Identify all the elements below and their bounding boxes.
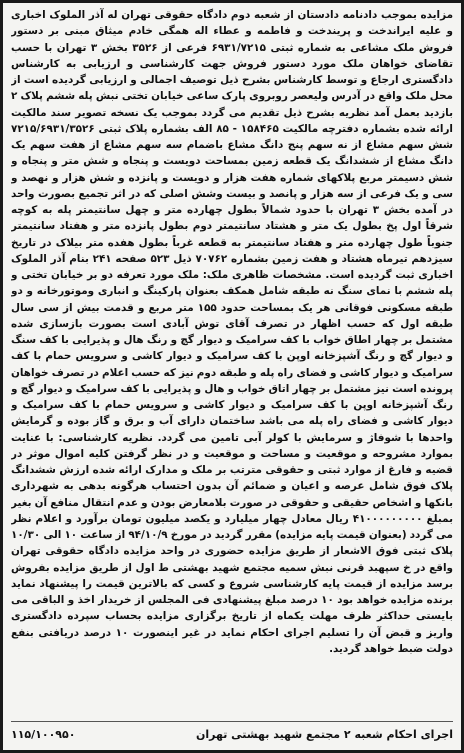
notice-code: ۱۱۵/۱۰۰۹۵۰ — [11, 727, 76, 741]
auction-notice-text — [11, 7, 453, 723]
issuer-signature: اجرای احکام شعبه ۲ مجتمع شهید بهشتی تهران — [195, 727, 453, 741]
notice-paragraph: مزایده بموجب دادنامه دادستان از شعبه دوم دادگاه حقوقی تهران له آذر الملوک اخباری و علیه ایراندخت و پریندخت و فاطمه و عطاء اله همگی خادم میثاق مبنی بر دستور فروش ملک مشاعی به شماره ثبتی ۶۹۳۱/۷۲۱۵ فرعی از ۳۵۲۶ بخش ۳ تهران با حسب تقاضای خواهان ملک مورد دستور فروش جهت کارشناسی و ارزیابی به کارشناس دادگستری ارجاع و توسط کارشناس بشرح ذیل توصیف اجمالی و ارزیابی گردیده است از محل ملک واقع در آدرس ولیعصر روبروی پارک ساعی خیابان تختی نبش پله ششم پلاک ۲ بازدید بعمل آمد نظریه بشرح ذیل تقدیم می گردد بموجب یک نسخه تصویر سند مالکیت ارائه شده بشماره دفترچه مالکیت ۱۵۸۴۶۵ - ۸۵ الف بشماره پلاک ثبتی ۷۲۱۵/۶۹۳۱/۳۵۲۶ شش سهم مشاع از نه سهم پنج دانگ مشاع باضمام سه سهم مشاع از هفت سهم یک دانگ مشاع از ششدانگ یک قطعه زمین بمساحت دویست و پنجاه و شش متر و پنجاه و شش دسیمتر مربع پلاکهای شماره هفت هزار و دویست و پانزده و شش هزار و نهصد و سی و یک فرعی از سه هزار و پانصد و بیست وشش اصلی که در اثر تجمیع بصورت واحد در آمده بخش ۳ تهران با حدود شمالاً بطول چهارده متر و چهل سانتیمتر پله به کوچه شرقاً اول پخ بطول یک متر و هشتاد سانتیمتر دوم بطول پانزده متر و هفتاد سانتیمتر جنوباً طول چهارده متر و هفتاد سانتیمتر به قطعه غرباً بطول هفده متر بیلاک در تاریخ سیزدهم تیرماه هشتاد و هفت زمین بشماره ۷۰۷۶۲ ذیل ۵۲۳ صفحه ۲۴۱ بنام آذر الملوک اخباری ثبت گردیده است. مشخصات ظاهری ملک: ملک مورد تعرفه دو بر خیابان تختی و پله ششم با نمای سنگ نه طبقه شامل همکف بعنوان پارکینگ و انباری وموتورخانه و دو طبقه مسکونی فوقانی هر یک بمساحت حدود ۱۵۵ متر مربع و قدمت بیش از سی سال طبقه اول که حسب اظهار در تصرف آقای توش آبادی است بصورت بازسازی شده مشتمل بر چهار اطاق خواب با کف سرامیک و دیوار گچ و رنگ هال و پذیرایی با کف سنگ و دیوار گچ و رنگ آشپزخانه اوپن با کف سرامیک و دیوار کاشی و سرویس حمام با کف سرامیک و دیوار کاشی و فضای راه پله و طبقه دوم نیز که حسب اعلام در تصرف خواهان پرونده است نیز مشتمل بر چهار اتاق خواب و هال و پذیرایی با کف سرامیک و دیوار گچ و رنگ آشپزخانه اوپن با کف سرامیک و دیوار کاشی و سرویس حمام با کف سرامیک و دیوار کاشی و فضای راه پله می باشد ساختمان دارای آب و برق و گاز بوده و گرمایش واحدها با شوفاژ و سرمایش با کولر آبی تامین می گردد. نظریه کارشناسی: با عنایت بموارد مشروحه و موقعیت و مساحت و موقعیت و در نظر گرفتن کلیه اموال موثر در قضیه و فارغ از موارد ثبتی و حقوقی مترتب بر ملک و مدارک ارائه شده ارزش ششدانگ پلاک فوق شامل عرصه و اعیان و ضمائم آن بدون احتساب هرگونه بدهی به شهرداری بانکها و اشخاص حقیقی و حقوقی در صورت بلامعارض بودن و عدم انتقال منافع آن بغیر بمبلغ ۴۱۰۰۰۰۰۰۰۰۰ ریال معادل چهار میلیارد و یکصد میلیون تومان برآورد و اعلام نظر می گردد (بعنوان قیمت پایه مزایده) مقرر گردید در مورخ ۹۴/۱۰/۹ از ساعت ۱۰ الی ۱۰/۳۰ پلاک ثبتی فوق الاشعار از طریق مزایده حضوری در واحد مزایده دادگاه حقوقی تهران واقع در خ سپهبد قرنی نبش سمیه مجتمع شهید بهشتی ط اول از طریق مزایده بفروش برسد مزایده از قیمت پایه کارشناسی شروع و کسی که بالاترین قیمت را پیشنهاد نماید برنده مزایده خواهد بود ۱۰ درصد مبلغ پیشنهادی فی المجلس از خریدار اخذ و الباقی می بایستی حداکثر ظرف مهلت یکماه از تاریخ برگزاری مزایده بحساب سپرده دادگستری واریز و قبض آن را تسلیم اجرای احکام نماید در غیر اینصورت ۱۰ درصد دریافتی بنفع دولت ضبط خواهد گردید. — [11, 9, 453, 655]
notice-footer — [11, 721, 453, 744]
